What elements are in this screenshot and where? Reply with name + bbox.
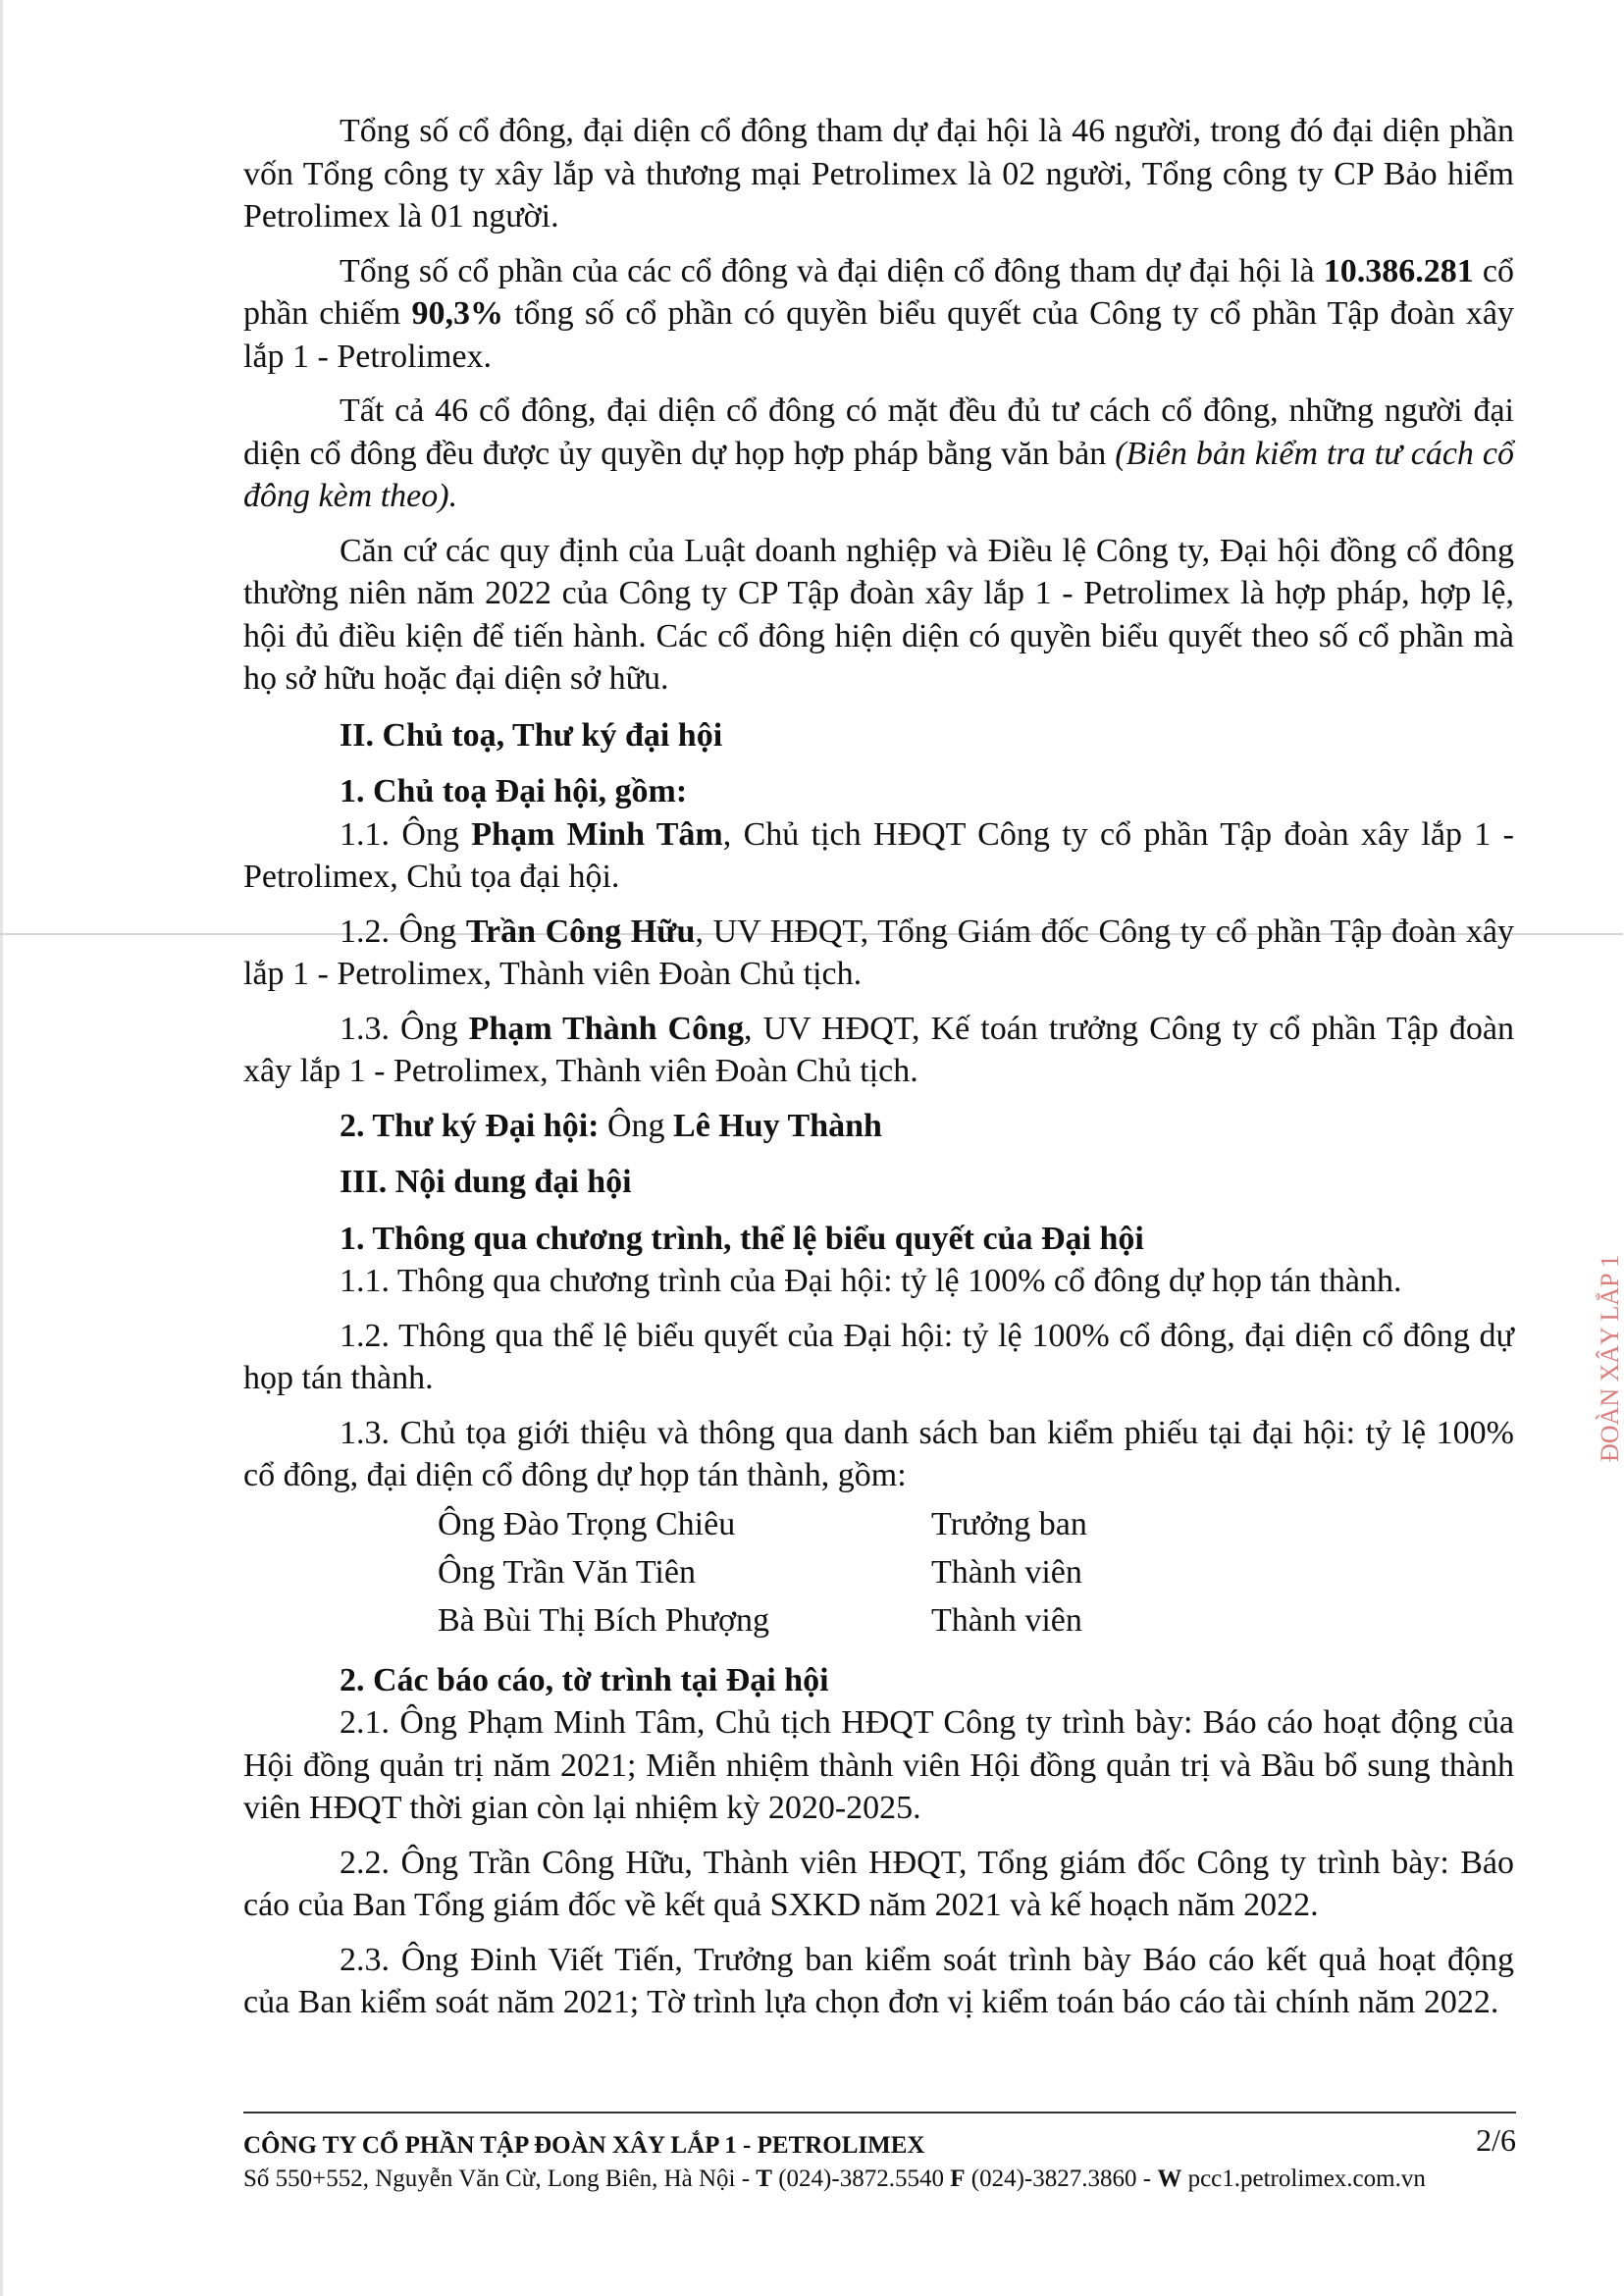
paragraph-attendance: Tổng số cổ đông, đại diện cổ đông tham dự đại hội là 46 người, trong đó đại diện phần vốn Tổng công ty xây lắp và thương mại Petrolimex là 02 người, Tổng công ty CP Bảo hiểm Petrolimex là 01 người. bbox=[243, 113, 1514, 235]
report-item-1: 2.1. Ông Phạm Minh Tâm, Chủ tịch HĐQT Công ty trình bày: Báo cáo hoạt động của Hội đồng quản trị năm 2021; Miễn nhiệm thành viên Hội đồng quản trị và Bầu bổ sung thành viên HĐQT thời gian còn lại nhiệm kỳ 2020-2025. bbox=[243, 1704, 1514, 1826]
secretary-line: 2. Thư ký Đại hội: Ông Lê Huy Thành bbox=[340, 1107, 882, 1144]
paragraph-shares: Tổng số cổ phần của các cổ đông và đại diện cổ đông tham dự đại hội là 10.386.281 cổ phần chiếm 90,3% tổng số cổ phần có quyền biểu quyết của Công ty cổ phần Tập đoàn xây lắp 1 - Petrolimex. bbox=[243, 252, 1515, 375]
section-heading-iii: III. Nội dung đại hội bbox=[340, 1164, 632, 1200]
page-number: 2/6 bbox=[1476, 2122, 1516, 2158]
list-item bbox=[438, 1597, 1226, 1645]
report-item-3: 2.3. Ông Đinh Viết Tiến, Trưởng ban kiểm soát trình bày Báo cáo kết quả hoạt động của Ban kiểm soát năm 2021; Tờ trình lựa chọn đơn vị kiểm toán báo cáo tài chính năm 2022. bbox=[243, 1941, 1514, 2020]
seal-stamp-edge: ĐOÀN XÂY LẮP 1 bbox=[1596, 1254, 1624, 1462]
member-name: Ông Trần Văn Tiên bbox=[438, 1554, 696, 1592]
list-item bbox=[438, 1501, 1226, 1549]
share-percent: 90,3% bbox=[411, 295, 504, 332]
counting-committee-list bbox=[438, 1501, 1226, 1645]
report-item-2: 2.2. Ông Trần Công Hữu, Thành viên HĐQT, Tổng giám đốc Công ty trình bày: Báo cáo của Ban Tổng giám đốc về kết quả SXKD năm 2021 và kế hoạch năm 2022. bbox=[243, 1844, 1514, 1923]
page-footer bbox=[243, 2122, 1516, 2196]
member-name: Ông Đào Trọng Chiêu bbox=[438, 1506, 736, 1543]
subsection-heading-reports: 2. Các báo cáo, tờ trình tại Đại hội bbox=[340, 1661, 829, 1698]
member-role: Thành viên bbox=[931, 1602, 1082, 1640]
member-role: Thành viên bbox=[931, 1554, 1082, 1592]
scan-edge bbox=[0, 0, 3, 2296]
vote-item-3: 1.3. Chủ tọa giới thiệu và thông qua danh sách ban kiểm phiếu tại đại hội: tỷ lệ 100% cổ đông, đại diện cổ đông dự họp tán thành, gồm: bbox=[243, 1414, 1514, 1493]
chair-item-3: 1.3. Ông Phạm Thành Công, UV HĐQT, Kế toán trưởng Công ty cổ phần Tập đoàn xây lắp 1 - Petrolimex, Thành viên Đoàn Chủ tịch. bbox=[243, 1010, 1514, 1089]
paragraph-eligibility: Tất cả 46 cổ đông, đại diện cổ đông có mặt đều đủ tư cách cổ đông, những người đại diện cổ đông đều được ủy quyền dự họp hợp pháp bằng văn bản (Biên bản kiểm tra tư cách cổ đông kèm theo). bbox=[243, 392, 1515, 514]
member-name: Bà Bùi Thị Bích Phượng bbox=[438, 1602, 770, 1640]
footer-divider bbox=[243, 2112, 1516, 2113]
list-item bbox=[438, 1549, 1226, 1597]
document-body bbox=[243, 110, 1514, 2024]
chair-item-2: 1.2. Ông Trần Công Hữu, UV HĐQT, Tổng Giám đốc Công ty cổ phần Tập đoàn xây lắp 1 - Petrolimex, Thành viên Đoàn Chủ tịch. bbox=[243, 913, 1514, 992]
subsection-heading-chair: 1. Chủ toạ Đại hội, gồm: bbox=[340, 773, 688, 809]
section-heading-ii: II. Chủ toạ, Thư ký đại hội bbox=[340, 716, 723, 754]
paragraph-legal-basis: Căn cứ các quy định của Luật doanh nghiệp và Điều lệ Công ty, Đại hội đồng cổ đông thường niên năm 2022 của Công ty CP Tập đoàn xây lắp 1 - Petrolimex là hợp pháp, hợp lệ, hội đủ điều kiện để tiến hành. Các cổ đông hiện diện có quyền biểu quyết theo số cổ phần mà họ sở hữu hoặc đại diện sở hữu. bbox=[243, 532, 1514, 697]
share-count: 10.386.281 bbox=[1323, 252, 1474, 289]
vote-item-1: 1.1. Thông qua chương trình của Đại hội: tỷ lệ 100% cổ đông dự họp tán thành. bbox=[340, 1263, 1402, 1299]
chair-item-1: 1.1. Ông Phạm Minh Tâm, Chủ tịch HĐQT Công ty cổ phần Tập đoàn xây lắp 1 - Petrolimex, Chủ tọa đại hội. bbox=[243, 815, 1514, 895]
footer-company-name: CÔNG TY CỔ PHẦN TẬP ĐOÀN XÂY LẮP 1 - PETROLIMEX bbox=[243, 2132, 925, 2159]
footer-address: Số 550+552, Nguyễn Văn Cừ, Long Biên, Hà Nội - T (024)-3872.5540 F (024)-3827.3860 - W pcc1.petrolimex.com.vn bbox=[243, 2166, 1426, 2192]
vote-item-2: 1.2. Thông qua thể lệ biểu quyết của Đại hội: tỷ lệ 100% cổ đông, đại diện cổ đông dự họp tán thành. bbox=[243, 1317, 1514, 1396]
subsection-heading-agenda: 1. Thông qua chương trình, thể lệ biểu quyết của Đại hội bbox=[340, 1220, 1144, 1257]
minutes-reference: (Biên bản kiểm tra tư cách cổ đông kèm theo). bbox=[243, 435, 1515, 514]
member-role: Trưởng ban bbox=[931, 1506, 1087, 1543]
